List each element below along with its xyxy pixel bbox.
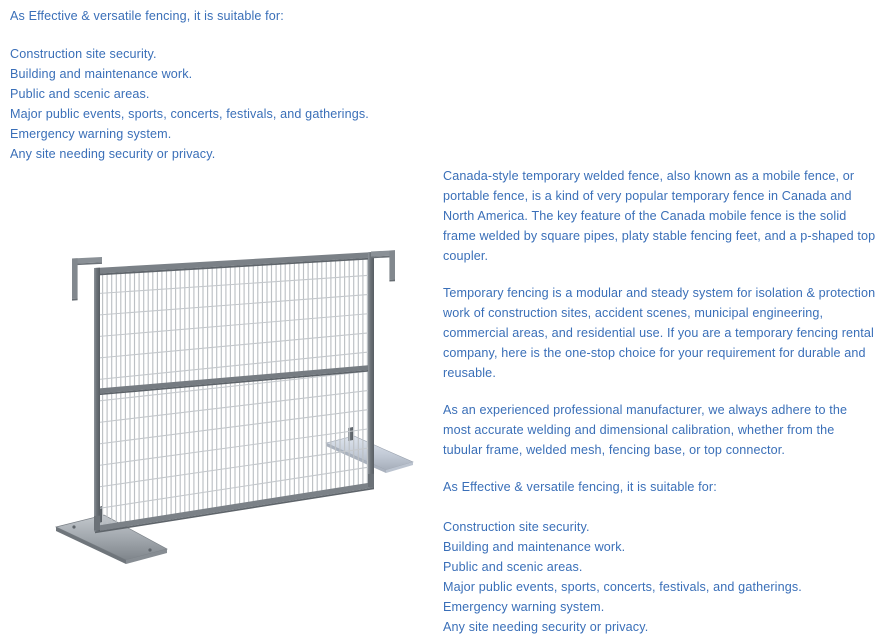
list-item: Building and maintenance work. — [10, 67, 193, 81]
list-item: Building and maintenance work. — [443, 540, 626, 554]
top-coupler-right — [371, 250, 395, 281]
list-item: Any site needing security or privacy. — [10, 147, 216, 161]
top-intro-block — [10, 6, 440, 164]
top-intro-heading: As Effective & versatile fencing, it is suitable for: — [10, 9, 284, 23]
blank-line — [443, 497, 877, 517]
suitable-for-heading: As Effective & versatile fencing, it is suitable for: — [443, 480, 717, 494]
temporary-fence-panel-illustration — [30, 238, 425, 568]
list-item: Public and scenic areas. — [443, 560, 583, 574]
suitable-for-list — [443, 517, 877, 637]
fence-outer-frame — [94, 252, 374, 533]
list-item: Public and scenic areas. — [10, 87, 150, 101]
right-column-copy — [443, 166, 877, 637]
welded-wire-mesh — [98, 256, 371, 529]
paragraph-manufacturing: As an experienced professional manufacturer, we always adhere to the most accurate welding and dimensional calibration, whether from the tubular frame, welded mesh, fencing base, or top connector. — [443, 403, 848, 457]
list-item: Construction site security. — [10, 47, 157, 61]
list-item: Emergency warning system. — [10, 127, 172, 141]
paragraph-overview: Canada-style temporary welded fence, also known as a mobile fence, or portable fence, is a kind of very popular temporary fence in Canada and North America. The key feature of the Canada mobile fence is the solid frame welded by square pipes, platy stable fencing feet, and a p-shaped top coupler. — [443, 169, 876, 263]
list-item: Emergency warning system. — [443, 600, 605, 614]
fence-svg — [30, 238, 425, 568]
paragraph-system: Temporary fencing is a modular and steady system for isolation & protection work of construction sites, accident scenes, municipal engineering, commercial areas, and residential use. If you are a temporary fencing rental company, here is the one-stop choice for your requirement for durable and reusable. — [443, 286, 876, 380]
list-item: Construction site security. — [443, 520, 590, 534]
list-item: Major public events, sports, concerts, festivals, and gatherings. — [443, 580, 802, 594]
suitable-for-block — [443, 477, 877, 637]
list-item: Major public events, sports, concerts, festivals, and gatherings. — [10, 107, 369, 121]
top-intro-list — [10, 44, 440, 164]
list-item: Any site needing security or privacy. — [443, 620, 649, 634]
